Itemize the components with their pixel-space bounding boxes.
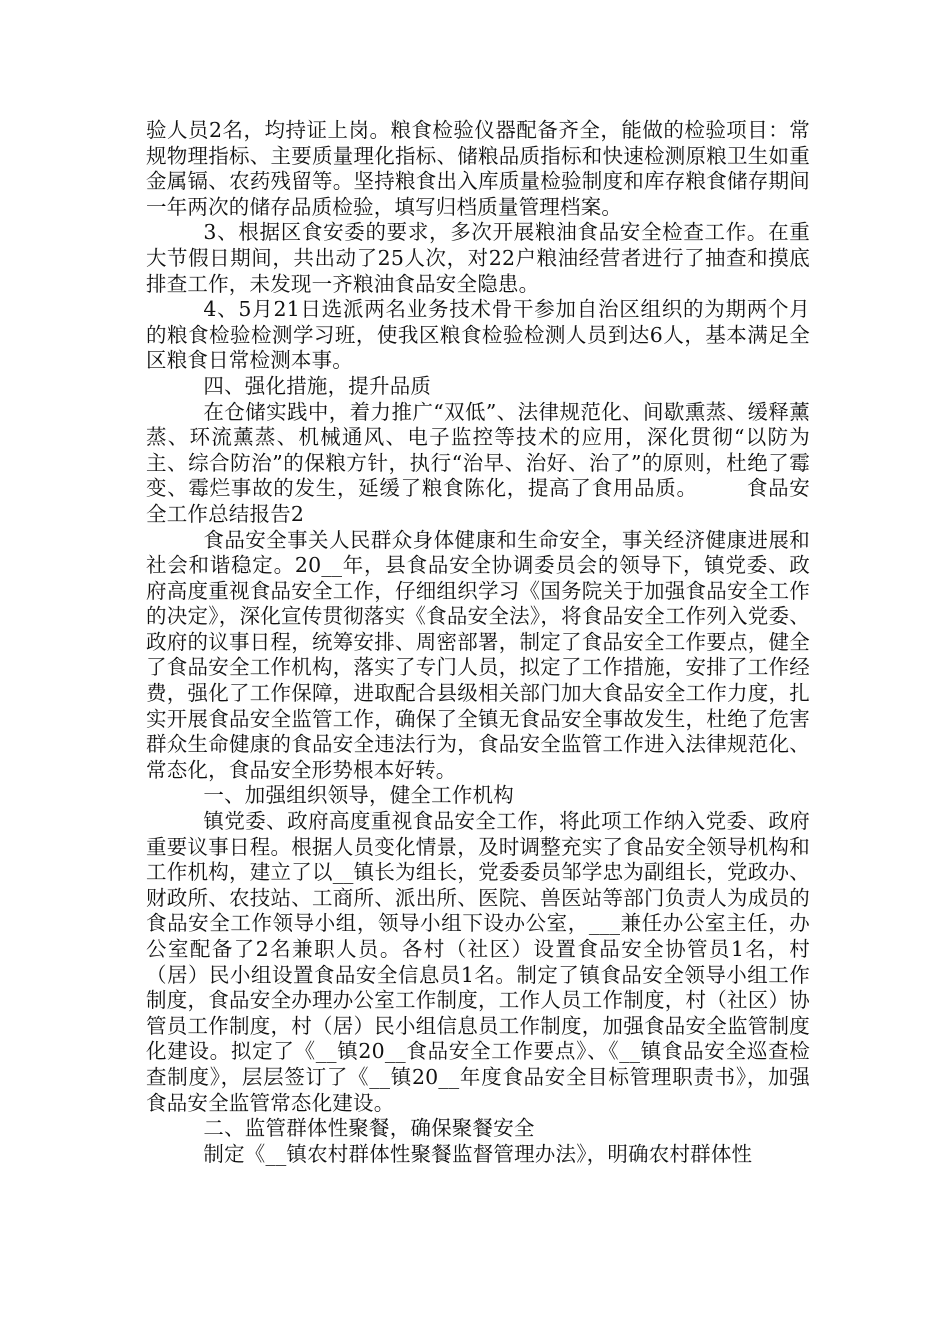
section-heading-organization: 一、加强组织领导，健全工作机构 bbox=[203, 783, 514, 808]
paragraph-safety-inspection: 3、根据区食安委的要求，多次开展粮油食品安全检查工作。在重大节假日期间，共出动了25人次，对22户粮油经营者进行了抽查和摸底排查工作，未发现一齐粮油食品安全隐患。 bbox=[146, 220, 810, 296]
paragraph-storage-practice-text: 在仓储实践中，着力推广“双低”、法律规范化、间歇熏蒸、缓释薰蒸、环流薰蒸、机械通风、电子监控等技术的应用，深化贯彻“以防为主、综合防治”的保粮方针，执行“治早、治好、治了”的原则，杜绝了霉变、霉烂事故的发生，延缓了粮食陈化，提高了食用品质。 bbox=[146, 399, 810, 501]
section-heading-group-dining: 二、监管群体性聚餐，确保聚餐安全 bbox=[203, 1116, 535, 1141]
paragraph-organization-detail: 镇党委、政府高度重视食品安全工作，将此项工作纳入党委、政府重要议事日程。根据人员变化情景，及时调整充实了食品安全领导机构和工作机构，建立了以__镇长为组长，党委委员邹学忠为副组长，党政办、财政所、农技站、工商所、派出所、医院、兽医站等部门负责人为成员的食品安全工作领导小组，领导小组下设办公室，___兼任办公室主任，办公室配备了2名兼职人员。各村（社区）设置食品安全协管员1名，村（居）民小组设置食品安全信息员1名。制定了镇食品安全领导小组工作制度，食品安全办理办公室工作制度，工作人员工作制度，村（社区）协管员工作制度，村（居）民小组信息员工作制度，加强食品安全监管制度化建设。拟定了《__镇20__食品安全工作要点》、《__镇食品安全巡查检查制度》，层层签订了《__镇20__年度食品安全目标管理职责书》，加强食品安全监管常态化建设。 bbox=[146, 809, 810, 1115]
paragraph-storage-practice bbox=[146, 400, 810, 528]
paragraph-inspection-staff: 验人员2名，均持证上岗。粮食检验仪器配备齐全，能做的检验项目：常规物理指标、主要质量理化指标、储粮品质指标和快速检测原粮卫生如重金属镉、农药残留等。坚持粮食出入库质量检验制度和库存粮食储存期间一年两次的储存品质检验，填写归档质量管理档案。 bbox=[146, 118, 810, 219]
paragraph-report-intro: 食品安全事关人民群众身体健康和生命安全，事关经济健康进展和社会和谐稳定。20__年，县食品安全协调委员会的领导下，镇党委、政府高度重视食品安全工作，仔细组织学习《国务院关于加强食品安全工作的决定》，深化宣传贯彻落实《食品安全法》，将食品安全工作列入党委、政府的议事日程，统筹安排、周密部署，制定了食品安全工作要点，健全了食品安全工作机构，落实了专门人员，拟定了工作措施，安排了工作经费，强化了工作保障，进取配合县级相关部门加大食品安全工作力度，扎实开展食品安全监管工作，确保了全镇无食品安全事故发生，杜绝了危害群众生命健康的食品安全违法行为，食品安全监管工作进入法律规范化、常态化，食品安全形势根本好转。 bbox=[146, 527, 810, 782]
document-body bbox=[146, 118, 810, 1167]
report-title: 食品安全工作总结报告2 bbox=[146, 476, 810, 526]
paragraph-training-class: 4、5月21日选派两名业务技术骨干参加自治区组织的为期两个月的粮食检验检测学习班，使我区粮食检验检测人员到达6人，基本满足全区粮食日常检测本事。 bbox=[146, 297, 810, 373]
section-heading-strengthen-measures: 四、强化措施，提升品质 bbox=[203, 373, 432, 398]
paragraph-group-dining: 制定《__镇农村群体性聚餐监督管理办法》，明确农村群体性 bbox=[203, 1141, 753, 1166]
